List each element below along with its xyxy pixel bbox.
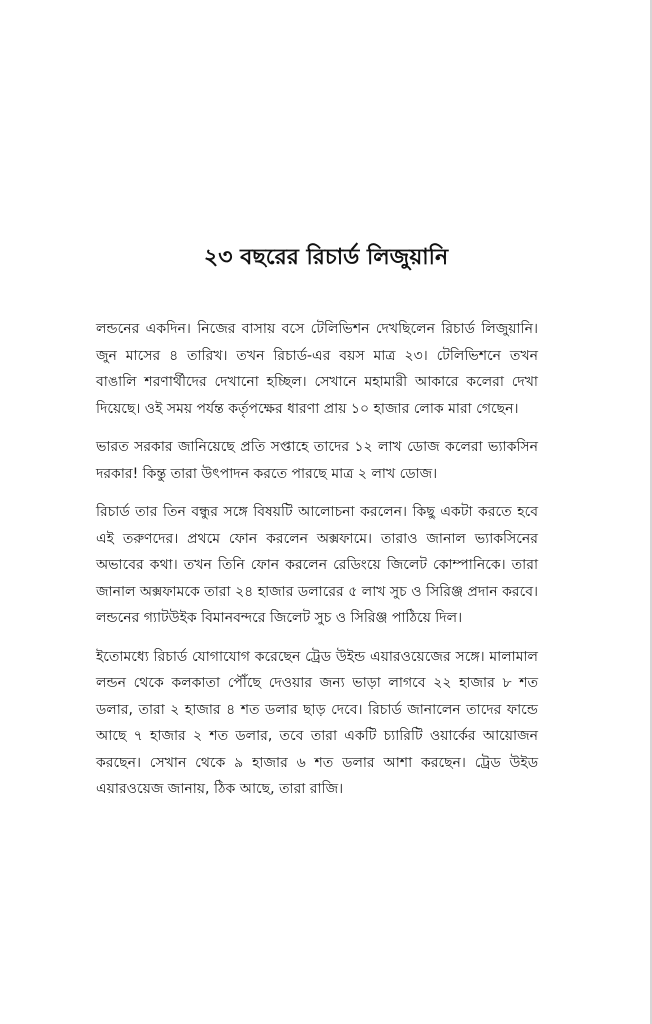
chapter-body: [96, 316, 538, 815]
chapter-title: ২৩ বছরের রিচার্ড লিজুয়ানি: [203, 245, 449, 270]
paragraph-2: ভারত সরকার জানিয়েছে প্রতি সপ্তাহে তাদের ১২ লাখ ডোজ কলেরা ভ্যাকসিন দরকার! কিন্তু তারা উৎপাদন করতে পারছে মাত্র ২ লাখ ডোজ।: [96, 439, 538, 482]
paragraph-4: ইতোমধ্যে রিচার্ড যোগাযোগ করেছেন ট্রেড উইন্ড এয়ারওয়েজের সঙ্গে। মালামাল লন্ডন থেকে কলকাতা পৌঁছে দেওয়ার জন্য ভাড়া লাগবে ২২ হাজার ৮ শত ডলার, তারা ২ হাজার ৪ শত ডলার ছাড় দেবে। রিচার্ড জানালেন তাদের ফান্ডে আছে ৭ হাজার ২ শত ডলার, তবে তারা একটি চ্যারিটি ওয়ার্কের আয়োজন করছেন। সেখান থেকে ৯ হাজার ৬ শত ডলার আশা করছেন। ট্রেড উইড এয়ারওয়েজ জানায়, ঠিক আছে, তারা রাজি।: [96, 648, 538, 797]
paragraph-1: লন্ডনের একদিন। নিজের বাসায় বসে টেলিভিশন দেখছিলেন রিচার্ড লিজুয়ানি। জুন মাসের ৪ তারিখ। তখন রিচার্ড-এর বয়স মাত্র ২৩। টেলিভিশনে তখন বাঙালি শরণার্থীদের দেখানো হচ্ছিল। সেখানে মহামারী আকারে কলেরা দেখা দিয়েছে। ওই সময় পর্যন্ত কর্তৃপক্ষের ধারণা প্রায় ১০ হাজার লোক মারা গেছেন।: [96, 321, 538, 417]
paragraph-3: রিচার্ড তার তিন বন্ধুর সঙ্গে বিষয়টি আলোচনা করলেন। কিছু একটা করতে হবে এই তরুণদের। প্রথমে ফোন করলেন অক্সফামে। তারাও জানাল ভ্যাকসিনের অভাবের কথা। তখন তিনি ফোন করলেন রেডিংয়ে জিলেট কোম্পানিকে। তারা জানাল অক্সফামকে তারা ২৪ হাজার ডলারের ৫ লাখ সুচ ও সিরিঞ্জ প্রদান করবে। লন্ডনের গ্যাটউইক বিমানবন্দরে জিলেট সুচ ও সিরিঞ্জ পাঠিয়ে দিল।: [96, 504, 538, 626]
